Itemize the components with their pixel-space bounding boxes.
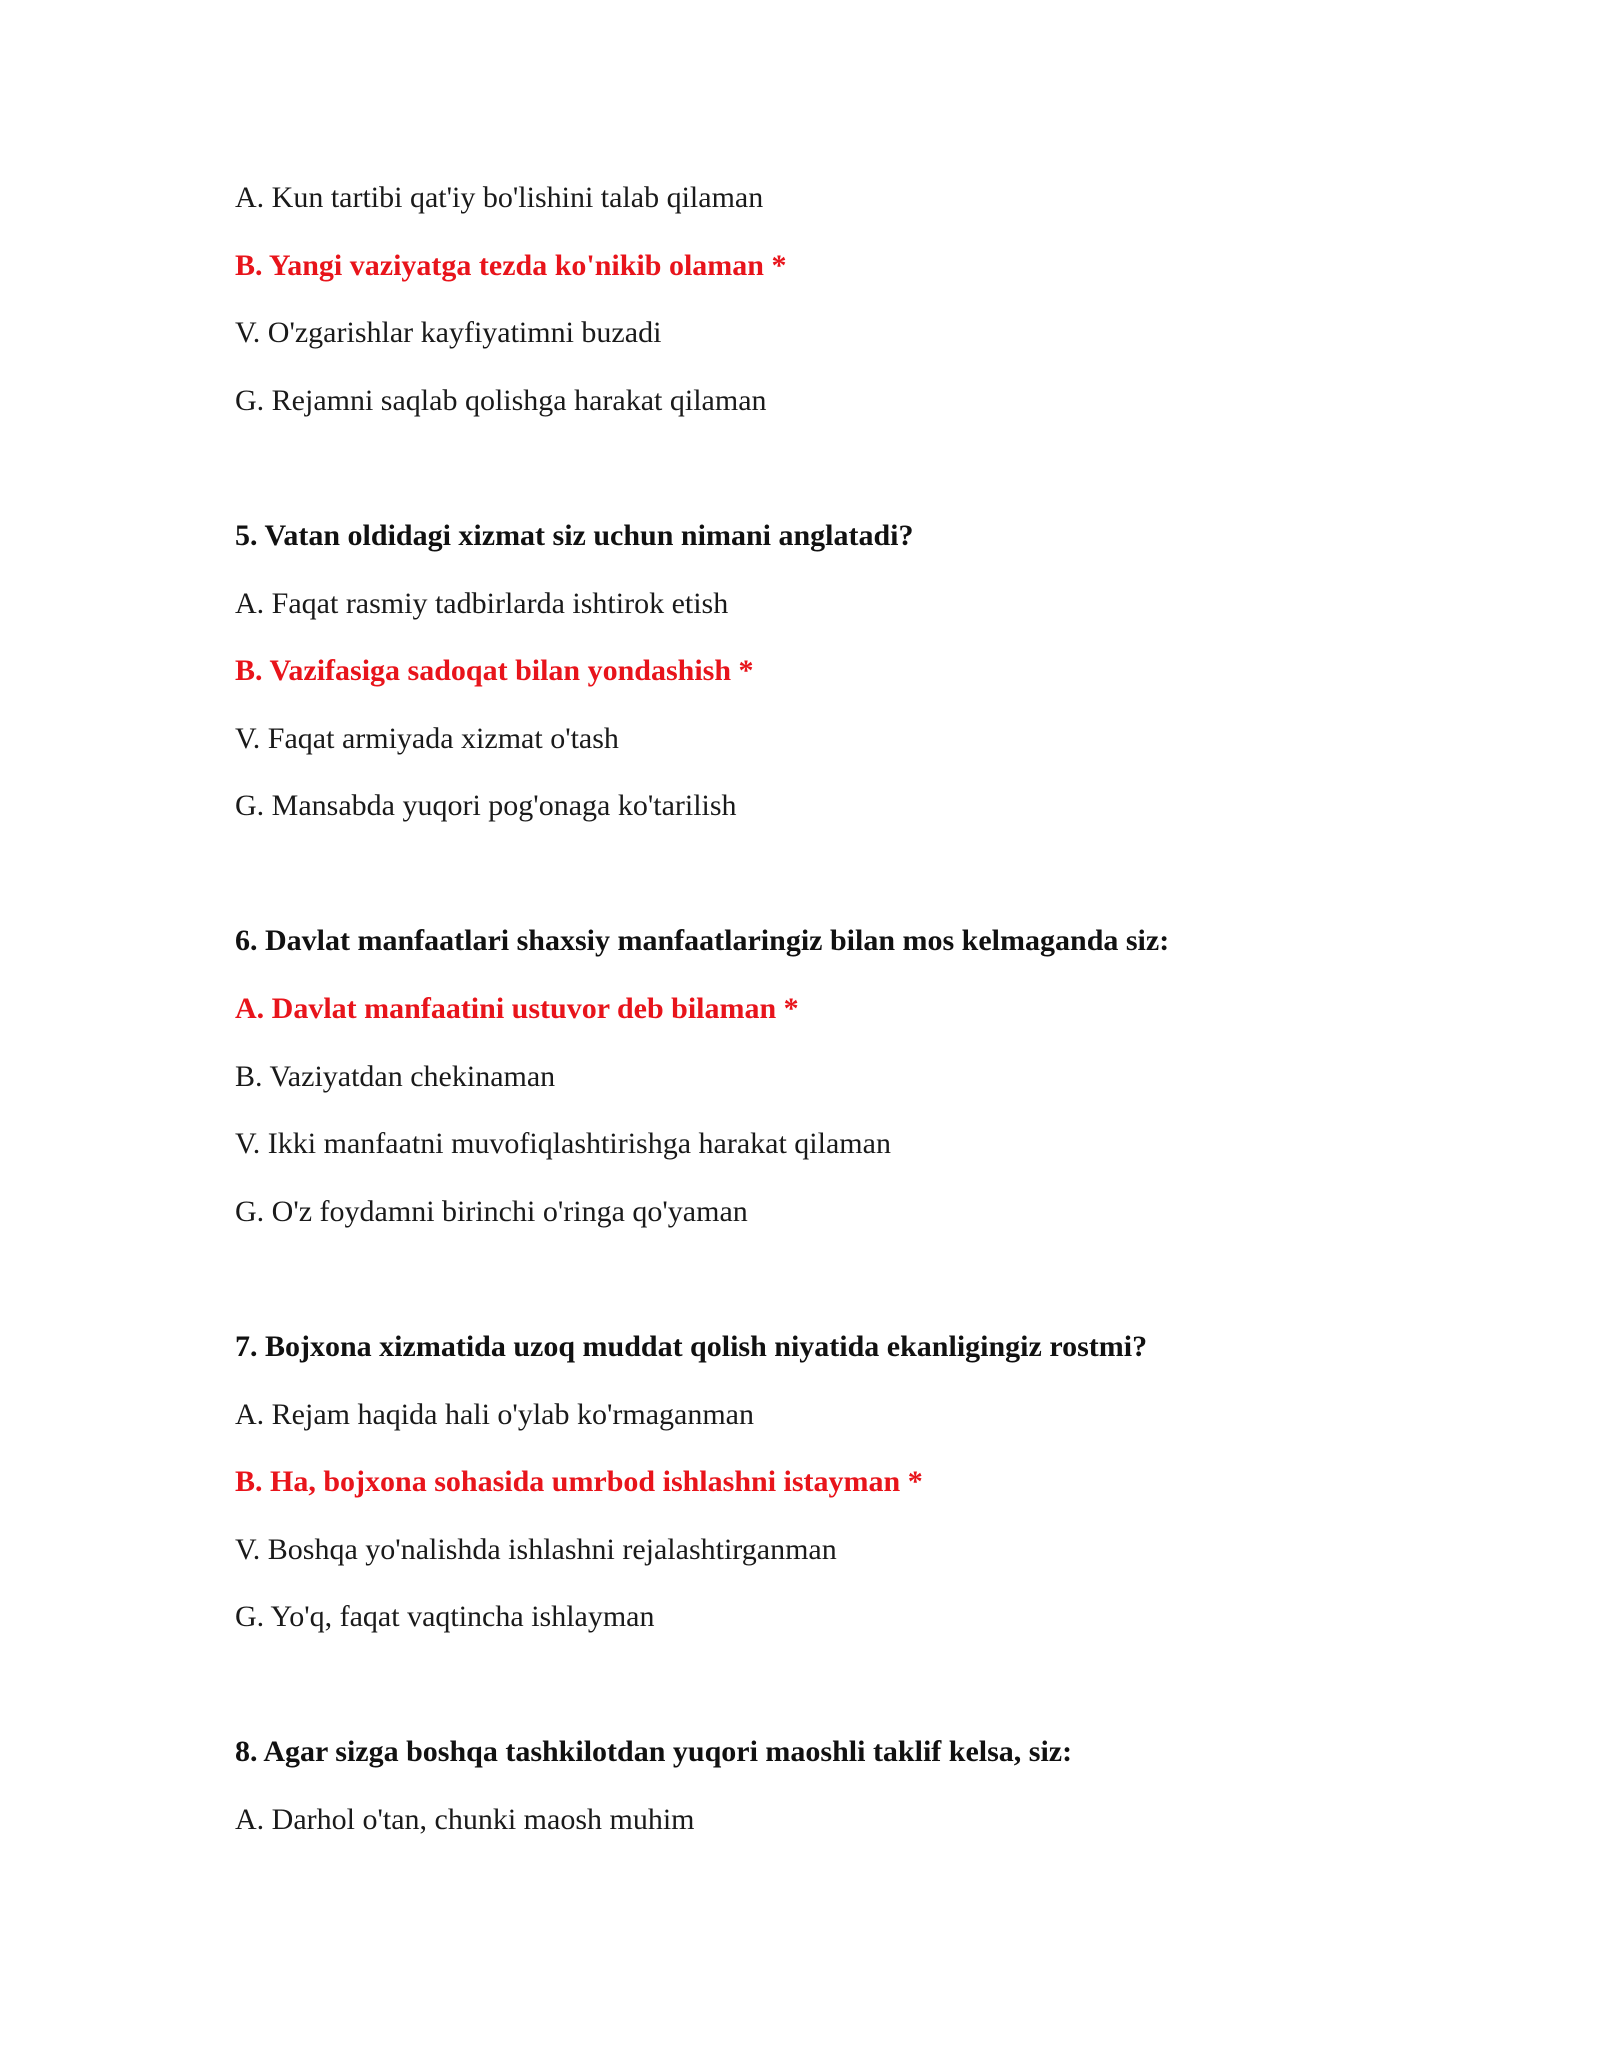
question-spacer: [235, 824, 1435, 923]
answer-option-correct: A. Davlat manfaatini ustuvor deb bilaman *: [235, 992, 799, 1025]
document-page: [235, 180, 1435, 1838]
question-block: [235, 518, 1435, 825]
answer-option: B. Vaziyatdan chekinaman: [235, 1059, 556, 1093]
answer-option-correct: B. Yangi vaziyatga tezda ko'nikib olaman *: [235, 248, 787, 282]
question-spacer: [235, 419, 1435, 518]
answer-options: [235, 991, 1435, 1230]
question-spacer: [235, 1635, 1435, 1734]
answer-option: A. Rejam haqida hali o'ylab ko'rmaganman: [235, 1397, 754, 1431]
question-text: 7. Bojxona xizmatida uzoq muddat qolish niyatida ekanligingiz rostmi?: [235, 1329, 1148, 1363]
question-block: [235, 1329, 1435, 1636]
question-list: [235, 419, 1435, 1839]
answer-options: [235, 1397, 1435, 1636]
question-block: [235, 1734, 1435, 1838]
question-options-spacer: [235, 1365, 1435, 1397]
answer-options: [235, 586, 1435, 825]
question-options-spacer: [235, 959, 1435, 991]
question-text: 8. Agar sizga boshqa tashkilotdan yuqori maoshli taklif kelsa, siz:: [235, 1735, 1073, 1768]
answer-option: G. Rejamni saqlab qolishga harakat qilaman: [235, 383, 767, 417]
answer-option: V. Boshqa yo'nalishda ishlashni rejalashtirganman: [235, 1532, 837, 1566]
question-block: [235, 923, 1435, 1230]
question-text: 6. Davlat manfaatlari shaxsiy manfaatlaringiz bilan mos kelmaganda siz:: [235, 924, 1170, 957]
answer-option: V. Ikki manfaatni muvofiqlashtirishga harakat qilaman: [235, 1127, 891, 1160]
answer-option: V. Faqat armiyada xizmat o'tash: [235, 721, 619, 755]
question-options-spacer: [235, 554, 1435, 586]
answer-option: G. Yo'q, faqat vaqtincha ishlayman: [235, 1600, 655, 1633]
answer-option-correct: B. Vazifasiga sadoqat bilan yondashish *: [235, 654, 754, 687]
question-options-spacer: [235, 1770, 1435, 1802]
answer-option: V. O'zgarishlar kayfiyatimni buzadi: [235, 316, 662, 349]
intro-options: [235, 180, 1435, 419]
answer-option-correct: B. Ha, bojxona sohasida umrbod ishlashni istayman *: [235, 1465, 923, 1498]
answer-option: G. Mansabda yuqori pog'onaga ko'tarilish: [235, 789, 737, 822]
answer-option: G. O'z foydamni birinchi o'ringa qo'yaman: [235, 1194, 748, 1228]
answer-option: A. Kun tartibi qat'iy bo'lishini talab qilaman: [235, 181, 764, 214]
question-text: 5. Vatan oldidagi xizmat siz uchun nimani anglatadi?: [235, 518, 914, 552]
answer-options: [235, 1802, 1435, 1838]
answer-option: A. Faqat rasmiy tadbirlarda ishtirok etish: [235, 586, 729, 620]
answer-option: A. Darhol o'tan, chunki maosh muhim: [235, 1803, 695, 1836]
question-spacer: [235, 1230, 1435, 1329]
